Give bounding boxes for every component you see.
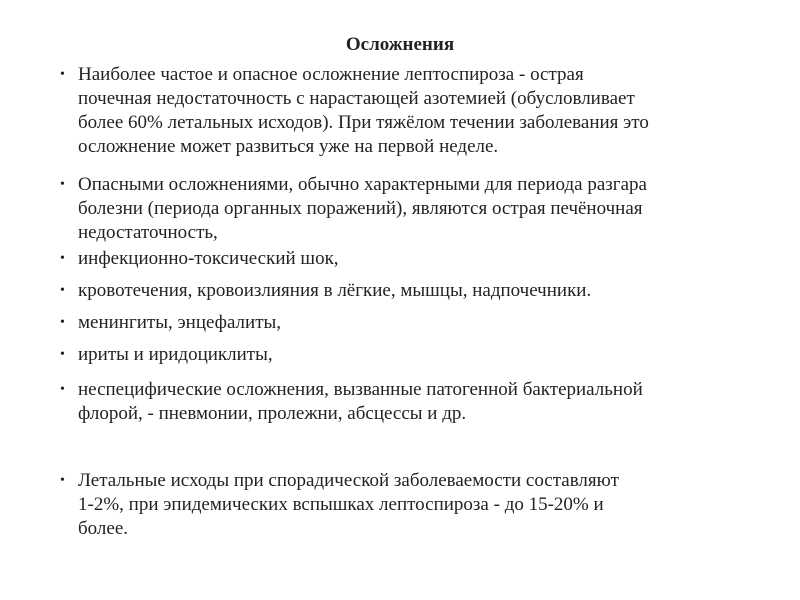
- list-item: [60, 63, 780, 159]
- bullet-icon: •: [60, 315, 65, 330]
- list-item-line: Наиболее частое и опасное осложнение лептоспироза - острая: [78, 64, 584, 85]
- list-item-line: осложнение может развиться уже на первой неделе.: [78, 136, 499, 157]
- list-item-line: недостаточность,: [78, 222, 218, 243]
- list-item-line: флорой, - пневмонии, пролежни, абсцессы и др.: [78, 403, 467, 424]
- list-item-line: более 60% летальных исходов). При тяжёлом течении заболевания это: [78, 112, 649, 133]
- bullet-icon: •: [60, 382, 65, 397]
- list-item: [60, 247, 780, 271]
- list-item-line: неспецифические осложнения, вызванные патогенной бактериальной: [78, 379, 643, 400]
- list-item-line: более.: [78, 518, 129, 539]
- bullet-icon: •: [60, 283, 65, 298]
- list-item-line: ириты и иридоциклиты,: [78, 344, 273, 365]
- bullet-icon: •: [60, 67, 65, 82]
- list-item: [60, 173, 780, 245]
- list-item-line: 1-2%, при эпидемических вспышках лептоспироза - до 15-20% и: [78, 494, 604, 515]
- slide-title: Осложнения: [345, 34, 455, 55]
- list-item-line: болезни (периода органных поражений), являются острая печёночная: [78, 198, 643, 219]
- list-item-line: почечная недостаточность с нарастающей азотемией (обусловливает: [78, 88, 635, 109]
- list-item-line: инфекционно-токсический шок,: [78, 248, 339, 269]
- bullet-icon: •: [60, 251, 65, 266]
- list-item: [60, 343, 780, 367]
- list-item: [60, 311, 780, 335]
- list-item: [60, 469, 780, 541]
- list-item-line: Летальные исходы при спорадической заболеваемости составляют: [78, 470, 619, 491]
- list-item-line: менингиты, энцефалиты,: [78, 312, 282, 333]
- list-item-line: кровотечения, кровоизлияния в лёгкие, мышцы, надпочечники.: [78, 280, 592, 301]
- bullet-icon: •: [60, 473, 65, 488]
- bullet-icon: •: [60, 347, 65, 362]
- list-item-line: Опасными осложнениями, обычно характерными для периода разгара: [78, 174, 647, 195]
- list-item: [60, 378, 780, 426]
- list-item: [60, 279, 780, 303]
- bullet-icon: •: [60, 177, 65, 192]
